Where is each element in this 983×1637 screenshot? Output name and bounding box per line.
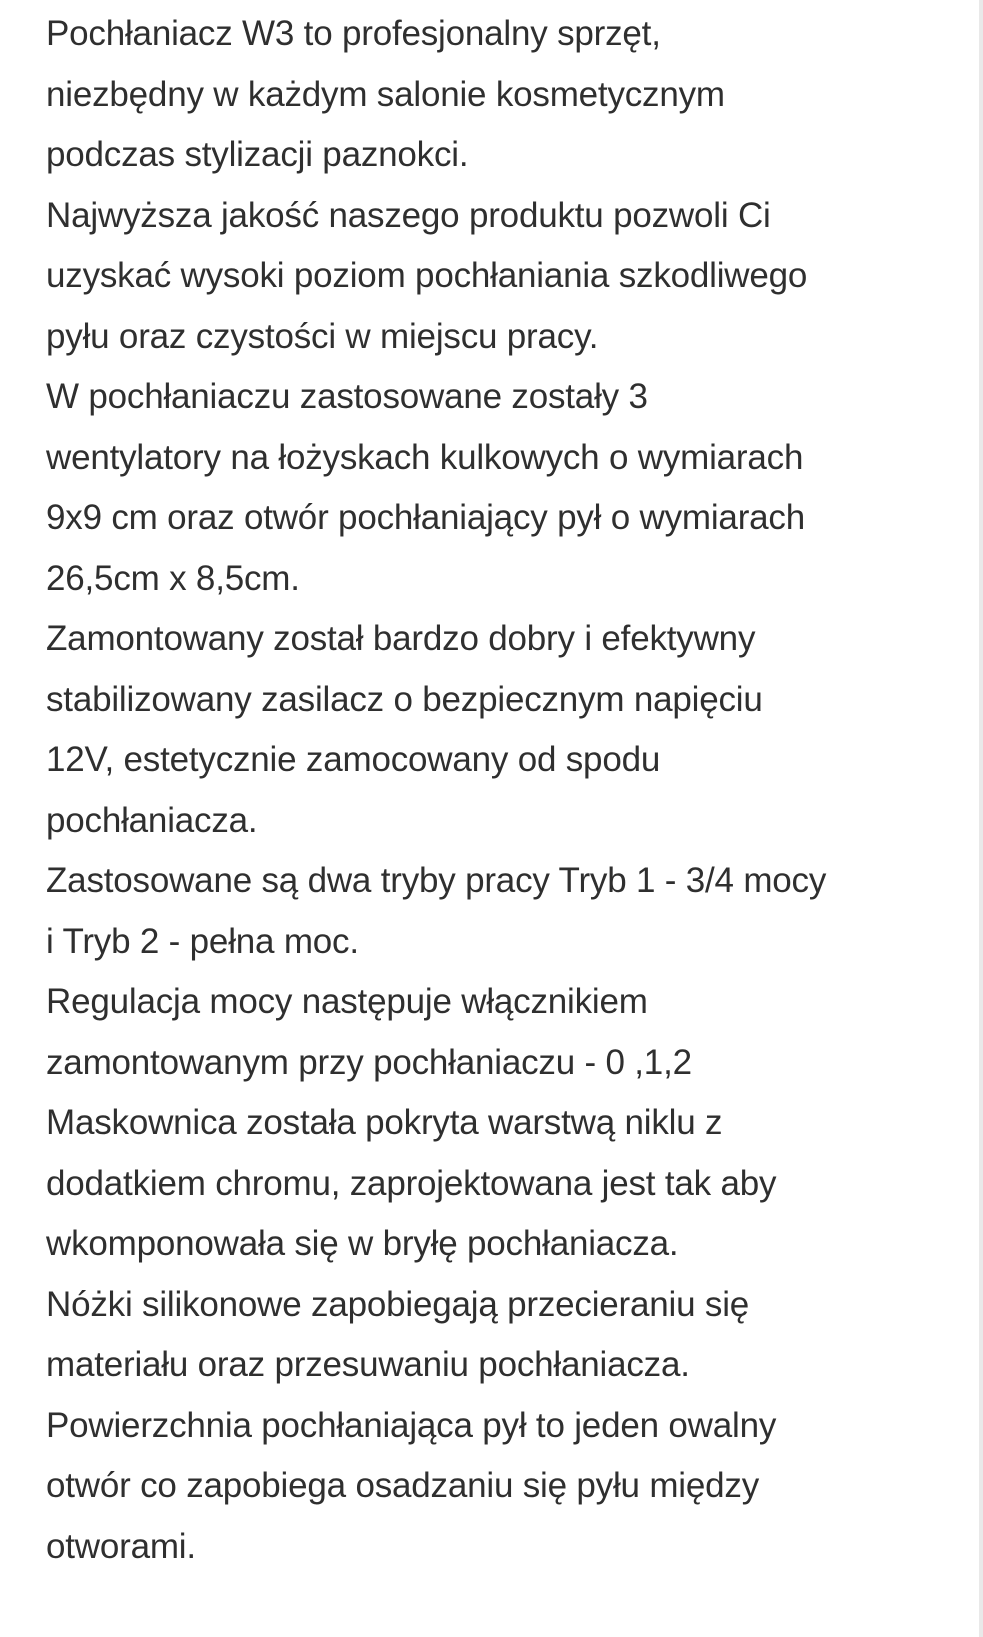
description-line: W pochłaniaczu zastosowane zostały 3 bbox=[46, 377, 648, 416]
description-line: dodatkiem chromu, zaprojektowana jest tak aby bbox=[46, 1163, 777, 1203]
description-line: 9x9 cm oraz otwór pochłaniający pył o wymiarach bbox=[46, 498, 805, 537]
description-line: pyłu oraz czystości w miejscu pracy. bbox=[46, 316, 599, 356]
product-description-text bbox=[46, 4, 983, 1577]
description-line: Powierzchnia pochłaniająca pył to jeden owalny bbox=[46, 1405, 777, 1445]
description-line: wentylatory na łożyskach kulkowych o wymiarach bbox=[46, 437, 804, 477]
description-line: uzyskać wysoki poziom pochłaniania szkodliwego bbox=[46, 256, 808, 295]
description-line: Zastosowane są dwa tryby pracy Tryb 1 - 3/4 mocy bbox=[46, 861, 827, 900]
description-line: otworami. bbox=[46, 1526, 196, 1566]
description-line: stabilizowany zasilacz o bezpiecznym napięciu bbox=[46, 679, 763, 719]
description-line: podczas stylizacji paznokci. bbox=[46, 135, 469, 174]
description-line: Nóżki silikonowe zapobiegają przecieraniu się bbox=[46, 1284, 750, 1324]
page-edge bbox=[979, 0, 983, 1637]
description-line: wkomponowała się w bryłę pochłaniacza. bbox=[46, 1224, 679, 1263]
description-line: 12V, estetycznie zamocowany od spodu bbox=[46, 740, 661, 779]
description-line: zamontowanym przy pochłaniaczu - 0 ,1,2 bbox=[46, 1042, 692, 1082]
description-line: materiału oraz przesuwaniu pochłaniacza. bbox=[46, 1345, 690, 1384]
description-line: 26,5cm x 8,5cm. bbox=[46, 558, 300, 598]
description-line: pochłaniacza. bbox=[46, 800, 258, 840]
description-line: Zamontowany został bardzo dobry i efektywny bbox=[46, 619, 756, 658]
description-line: i Tryb 2 - pełna moc. bbox=[46, 921, 359, 961]
description-line: Pochłaniacz W3 to profesjonalny sprzęt, bbox=[46, 14, 661, 53]
description-line: otwór co zapobiega osadzaniu się pyłu między bbox=[46, 1466, 760, 1505]
description-line: niezbędny w każdym salonie kosmetycznym bbox=[46, 74, 725, 114]
description-line: Najwyższa jakość naszego produktu pozwoli Ci bbox=[46, 195, 771, 235]
description-line: Maskownica została pokryta warstwą niklu z bbox=[46, 1103, 723, 1142]
description-line: Regulacja mocy następuje włącznikiem bbox=[46, 982, 648, 1021]
